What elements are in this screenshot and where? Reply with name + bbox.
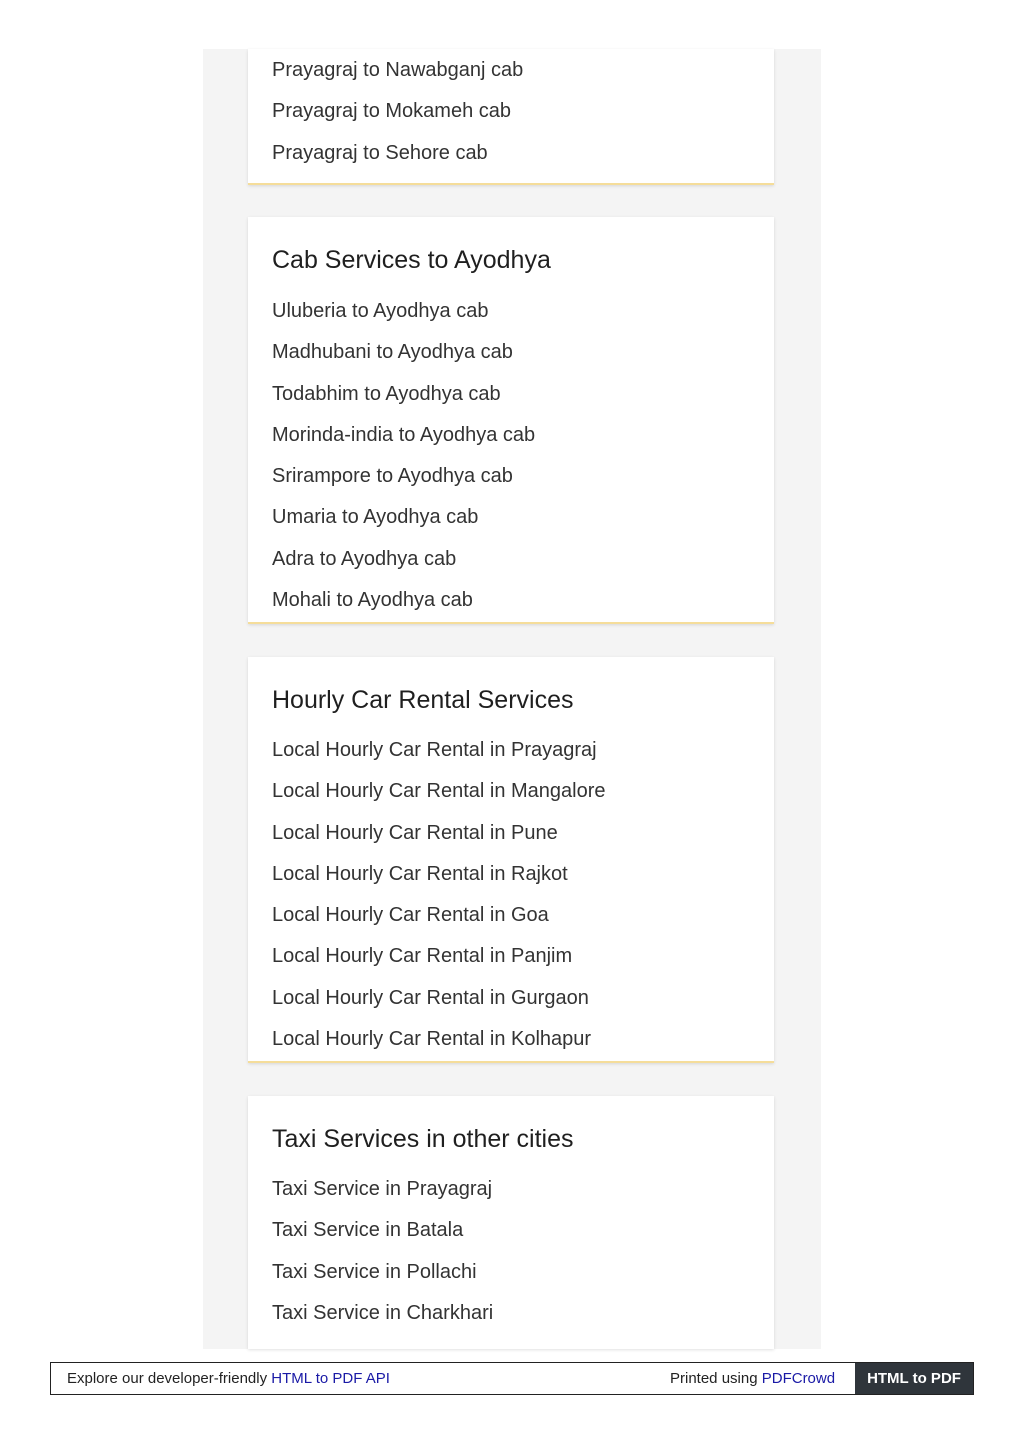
route-link[interactable]: Madhubani to Ayodhya cab [272, 341, 513, 364]
route-link[interactable]: Mohali to Ayodhya cab [272, 589, 473, 612]
footer-explore-text: Explore our developer-friendly [67, 1370, 272, 1387]
route-link[interactable]: Umaria to Ayodhya cab [272, 506, 479, 529]
rental-link[interactable]: Local Hourly Car Rental in Mangalore [272, 780, 606, 803]
route-link[interactable]: Morinda-india to Ayodhya cab [272, 423, 536, 446]
rental-link[interactable]: Local Hourly Car Rental in Goa [272, 904, 549, 927]
footer-printed [670, 1363, 835, 1394]
ayodhya-cab-card [248, 217, 774, 624]
city-link[interactable]: Taxi Service in Charkhari [272, 1301, 494, 1324]
route-link[interactable]: Todabhim to Ayodhya cab [272, 382, 501, 405]
pdf-footer [50, 1362, 974, 1395]
route-link[interactable]: Srirampore to Ayodhya cab [272, 465, 513, 488]
footer-printed-text: Printed using [670, 1370, 762, 1387]
city-links [272, 1176, 764, 1346]
city-link[interactable]: Taxi Service in Batala [272, 1219, 464, 1242]
city-link[interactable]: Taxi Service in Prayagraj [272, 1178, 493, 1200]
rental-link[interactable]: Local Hourly Car Rental in Gurgaon [272, 986, 589, 1009]
taxi-cities-card [248, 1096, 774, 1349]
html-to-pdf-api-link[interactable]: HTML to PDF API [271, 1370, 390, 1387]
route-link[interactable]: Prayagraj to Mokameh cab [272, 100, 512, 123]
route-link[interactable]: Prayagraj to Sehore cab [272, 141, 488, 164]
footer-explore [67, 1363, 390, 1394]
route-links [272, 57, 764, 170]
pdfcrowd-link[interactable]: PDFCrowd [761, 1370, 836, 1387]
rental-link[interactable]: Local Hourly Car Rental in Rajkot [272, 862, 568, 885]
section-title: Cab Services to Ayodhya [272, 246, 551, 274]
rental-link[interactable]: Local Hourly Car Rental in Panjim [272, 945, 573, 968]
route-links [272, 298, 764, 612]
route-link[interactable]: Prayagraj to Nawabganj cab [272, 59, 524, 81]
section-title: Taxi Services in other cities [272, 1125, 574, 1153]
rental-link[interactable]: Local Hourly Car Rental in Pune [272, 821, 558, 844]
route-link[interactable]: Adra to Ayodhya cab [272, 547, 457, 570]
section-title: Hourly Car Rental Services [272, 686, 574, 714]
city-link[interactable]: Taxi Service in Pollachi [272, 1260, 477, 1283]
rental-link[interactable]: Local Hourly Car Rental in Prayagraj [272, 739, 597, 761]
rental-link[interactable]: Local Hourly Car Rental in Kolhapur [272, 1028, 592, 1051]
html-to-pdf-button[interactable]: HTML to PDF [855, 1363, 973, 1394]
rental-links [272, 737, 764, 1051]
hourly-rental-card [248, 657, 774, 1063]
route-list-card [248, 49, 774, 185]
route-link[interactable]: Uluberia to Ayodhya cab [272, 300, 489, 322]
